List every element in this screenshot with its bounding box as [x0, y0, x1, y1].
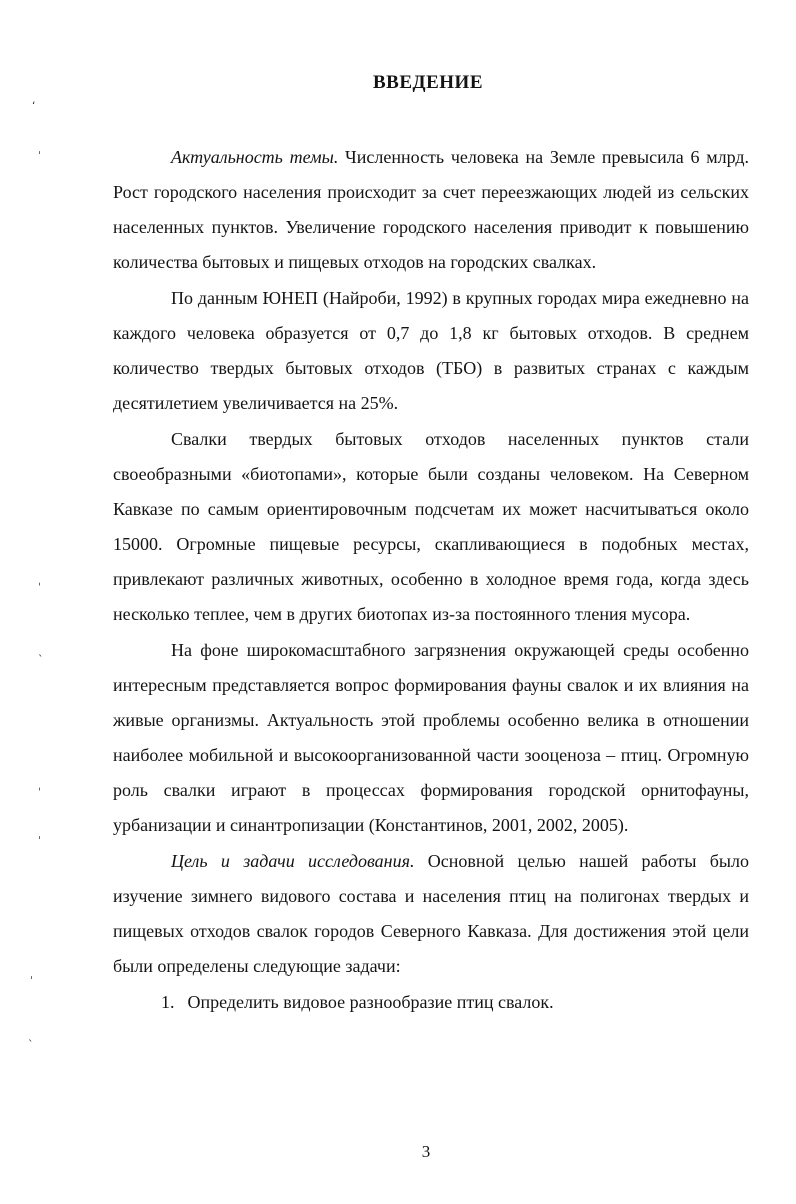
list-item-text: Определить видовое разнообразие птиц свалок. — [187, 992, 554, 1012]
page-title: ВВЕДЕНИЕ — [373, 72, 483, 93]
scan-speck: ˈ — [30, 974, 34, 987]
scan-speck: ˌ — [38, 574, 42, 587]
list-item-number: 1. — [161, 992, 175, 1012]
scan-speck: ˎ — [38, 644, 44, 657]
paragraph-goals-lead: Цель и задачи исследования. — [171, 851, 415, 871]
paragraph-relevance-lead: Актуальность темы. — [171, 147, 339, 167]
document-body — [113, 140, 749, 1020]
scan-speck: ʻ — [32, 99, 36, 112]
paragraph-goals — [113, 844, 749, 984]
paragraph-unep-data: По данным ЮНЕП (Найроби, 1992) в крупных городах мира ежедневно на каждого человека образуется от 0,7 до 1,8 кг бытовых отходов. В среднем количество твердых бытовых отходов (ТБО) в развитых странах с каждым десятилетием увеличивается на 25%. — [113, 288, 749, 413]
scan-speck: ˌ — [38, 779, 42, 792]
paragraph-goals-text: Основной целью нашей работы было изучение зимнего видового состава и населения птиц на полигонах твердых и пищевых отходов свалок городов Северного Кавказа. Для достижения этой цели были определены следующие задачи: — [113, 851, 749, 976]
scan-speck: ˈ — [38, 834, 42, 847]
task-list — [113, 985, 749, 1020]
paragraph-relevance-text: Численность человека на Земле превысила 6 млрд. Рост городского населения происходит за счет переезжающих людей из сельских населенных пунктов. Увеличение городского населения приводит к повышению количества бытовых и пищевых отходов на городских свалках. — [113, 147, 749, 272]
paragraph-relevance — [113, 140, 749, 280]
scan-speck: ˎ — [28, 1029, 34, 1042]
list-item — [113, 985, 749, 1020]
paragraph-fauna-formation: На фоне широкомасштабного загрязнения окружающей среды особенно интересным представляется вопрос формирования фауны свалок и их влияния на живые организмы. Актуальность этой проблемы особенно велика в отношении наиболее мобильной и высокоорганизованной части зооценоза – птиц. Огромную роль свалки играют в процессах формирования городской орнитофауны, урбанизации и синантропизации (Константинов, 2001, 2002, 2005). — [113, 640, 749, 835]
page-number: 3 — [421, 1142, 431, 1161]
paragraph-dumps-biotopes: Свалки твердых бытовых отходов населенных пунктов стали своеобразными «биотопами», которые были созданы человеком. На Северном Кавказе по самым ориентировочным подсчетам их может насчитываться около 15000. Огромные пищевые ресурсы, скапливающиеся в подобных местах, привлекают различных животных, особенно в холодное время года, когда здесь несколько теплее, чем в других биотопах из-за постоянного тления мусора. — [113, 429, 749, 624]
scan-speck: ˈ — [38, 149, 42, 162]
